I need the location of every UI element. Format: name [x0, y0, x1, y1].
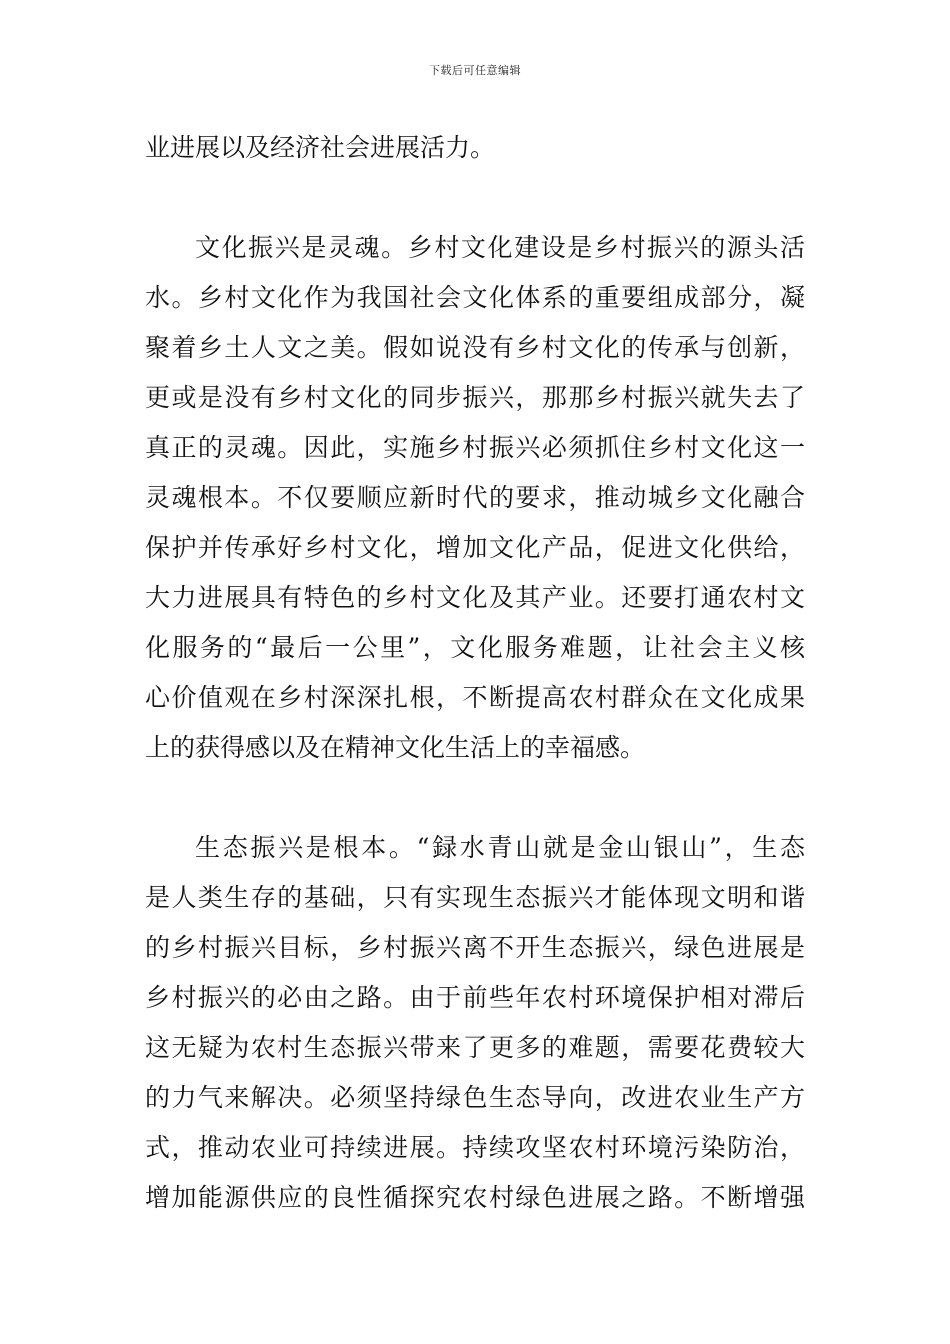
text-line: 水。乡村文化作为我国社会文化体系的重要组成部分，凝 [145, 283, 805, 312]
text-line: 大力进展具有特色的乡村文化及其产业。还要打通农村文 [145, 583, 805, 612]
paragraph-gap [145, 773, 805, 823]
text-line: 业进展以及经济社会进展活力。 [145, 133, 496, 162]
text-line: 是人类生存的基础，只有实现生态振兴才能体现文明和谐 [145, 883, 805, 912]
text-line: 更或是没有乡村文化的同步振兴，那那乡村振兴就失去了 [145, 383, 805, 412]
text-line: 的乡村振兴目标，乡村振兴离不开生态振兴，绿色进展是 [145, 933, 805, 962]
paragraph-ecology-revitalization [145, 823, 805, 1223]
text-line: 式，推动农业可持续进展。持续攻坚农村环境污染防治， [145, 1133, 805, 1162]
document-body [145, 123, 805, 1223]
text-line: 真正的灵魂。因此，实施乡村振兴必须抓住乡村文化这一 [145, 433, 805, 462]
text-line: 增加能源供应的良性循探究农村绿色进展之路。不断增强 [145, 1183, 805, 1212]
text-line: 的力气来解决。必须坚持绿色生态导向，改进农业生产方 [145, 1083, 805, 1112]
paragraph-gap [145, 173, 805, 223]
paragraph-continuation [145, 123, 805, 173]
text-line: 化服务的“最后一公里”，文化服务难题，让社会主义核 [145, 633, 805, 662]
text-line: 文化振兴是灵魂。乡村文化建设是乡村振兴的源头活 [195, 233, 805, 262]
text-line: 上的获得感以及在精神文化生活上的幸福感。 [145, 733, 646, 762]
page-header: 下载后可任意编辑 [429, 64, 521, 77]
text-line: 灵魂根本。不仅要顺应新时代的要求，推动城乡文化融合 [145, 483, 805, 512]
paragraph-culture-revitalization [145, 223, 805, 773]
text-line: 聚着乡土人文之美。假如说没有乡村文化的传承与创新， [145, 333, 805, 362]
text-line: 心价值观在乡村深深扎根，不断提高农村群众在文化成果 [145, 683, 805, 712]
text-line: 乡村振兴的必由之路。由于前些年农村环境保护相对滞后 [145, 983, 805, 1012]
text-line: 这无疑为农村生态振兴带来了更多的难题，需要花费较大 [145, 1033, 805, 1062]
text-line: 保护并传承好乡村文化，增加文化产品，促进文化供给， [145, 533, 805, 562]
text-line: 生态振兴是根本。“録水青山就是金山银山”，生态 [195, 833, 805, 862]
